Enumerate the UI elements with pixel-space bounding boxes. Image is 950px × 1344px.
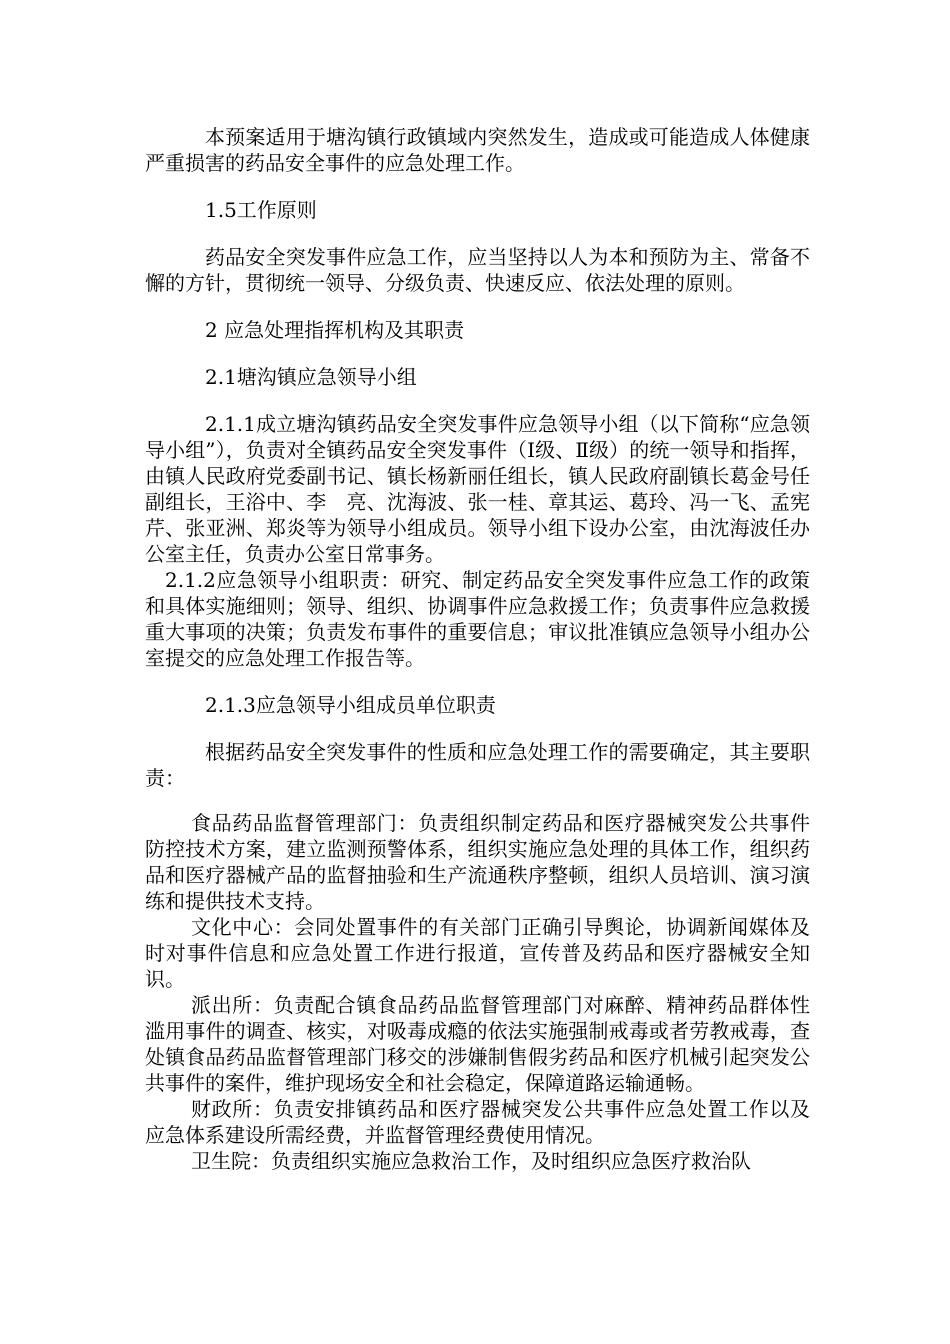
duties-intro-paragraph: 根据药品安全突发事件的性质和应急处理工作的需要确定，其主要职责： [145,740,810,790]
duty-finance-office: 财政所：负责安排镇药品和医疗器械突发公共事件应急处置工作以及应急体系建设所需经费，并监督管理经费使用情况。 [145,1097,810,1147]
section-heading-2: 2 应急处理指挥机构及其职责 [205,318,465,342]
scope-paragraph: 本预案适用于塘沟镇行政镇域内突然发生，造成或可能造成人体健康严重损害的药品安全事件的应急处理工作。 [145,125,810,175]
principles-paragraph: 药品安全突发事件应急工作，应当坚持以人为本和预防为主、常备不懈的方针，贯彻统一领导、分级负责、快速反应、依法处理的原则。 [145,245,810,295]
duty-culture-center: 文化中心：会同处置事件的有关部门正确引导舆论，协调新闻媒体及时对事件信息和应急处置工作进行报道，宣传普及药品和医疗器械安全知识。 [145,915,810,991]
duty-food-drug-dept: 食品药品监督管理部门：负责组织制定药品和医疗器械突发公共事件防控技术方案，建立监测预警体系，组织实施应急处理的具体工作，组织药品和医疗器械产品的监督抽验和生产流通秩序整顿，组织人员培训、演习演练和提供技术支持。 [145,811,810,913]
section-heading-2-1: 2.1塘沟镇应急领导小组 [205,365,417,389]
duty-health-center: 卫生院：负责组织实施应急救治工作，及时组织应急医疗救治队 [191,1149,751,1173]
document-body [145,120,810,1174]
paragraph-2-1-2: 2.1.2应急领导小组职责：研究、制定药品安全突发事件应急工作的政策和具体实施细则；领导、组织、协调事件应急救援工作；负责事件应急救援重大事项的决策；负责发布事件的重要信息；审议批准镇应急领导小组办公室提交的应急处理工作报告等。 [145,568,810,670]
paragraph-2-1-1: 2.1.1成立塘沟镇药品安全突发事件应急领导小组（以下简称“应急领导小组”），负责对全镇药品安全突发事件（Ⅰ级、Ⅱ级）的统一领导和指挥，由镇人民政府党委副书记、镇长杨新丽任组长，镇人民政府副镇长葛金号任副组长，王浴中、李 亮、沈海波、张一桂、章其运、葛玲、冯一飞、孟宪芹、张亚洲、郑炎等为领导小组成员。领导小组下设办公室，由沈海波任办公室主任，负责办公室日常事务。 [145,412,810,566]
duty-police-station: 派出所：负责配合镇食品药品监督管理部门对麻醉、精神药品群体性滥用事件的调查、核实，对吸毒成瘾的依法实施强制戒毒或者劳教戒毒，查处镇食品药品监督管理部门移交的涉嫌制售假劣药品和医疗机械引起突发公共事件的案件，维护现场安全和社会稳定，保障道路运输通畅。 [145,993,810,1095]
section-heading-2-1-3: 2.1.3应急领导小组成员单位职责 [205,693,496,717]
section-heading-1-5: 1.5工作原则 [205,198,317,222]
